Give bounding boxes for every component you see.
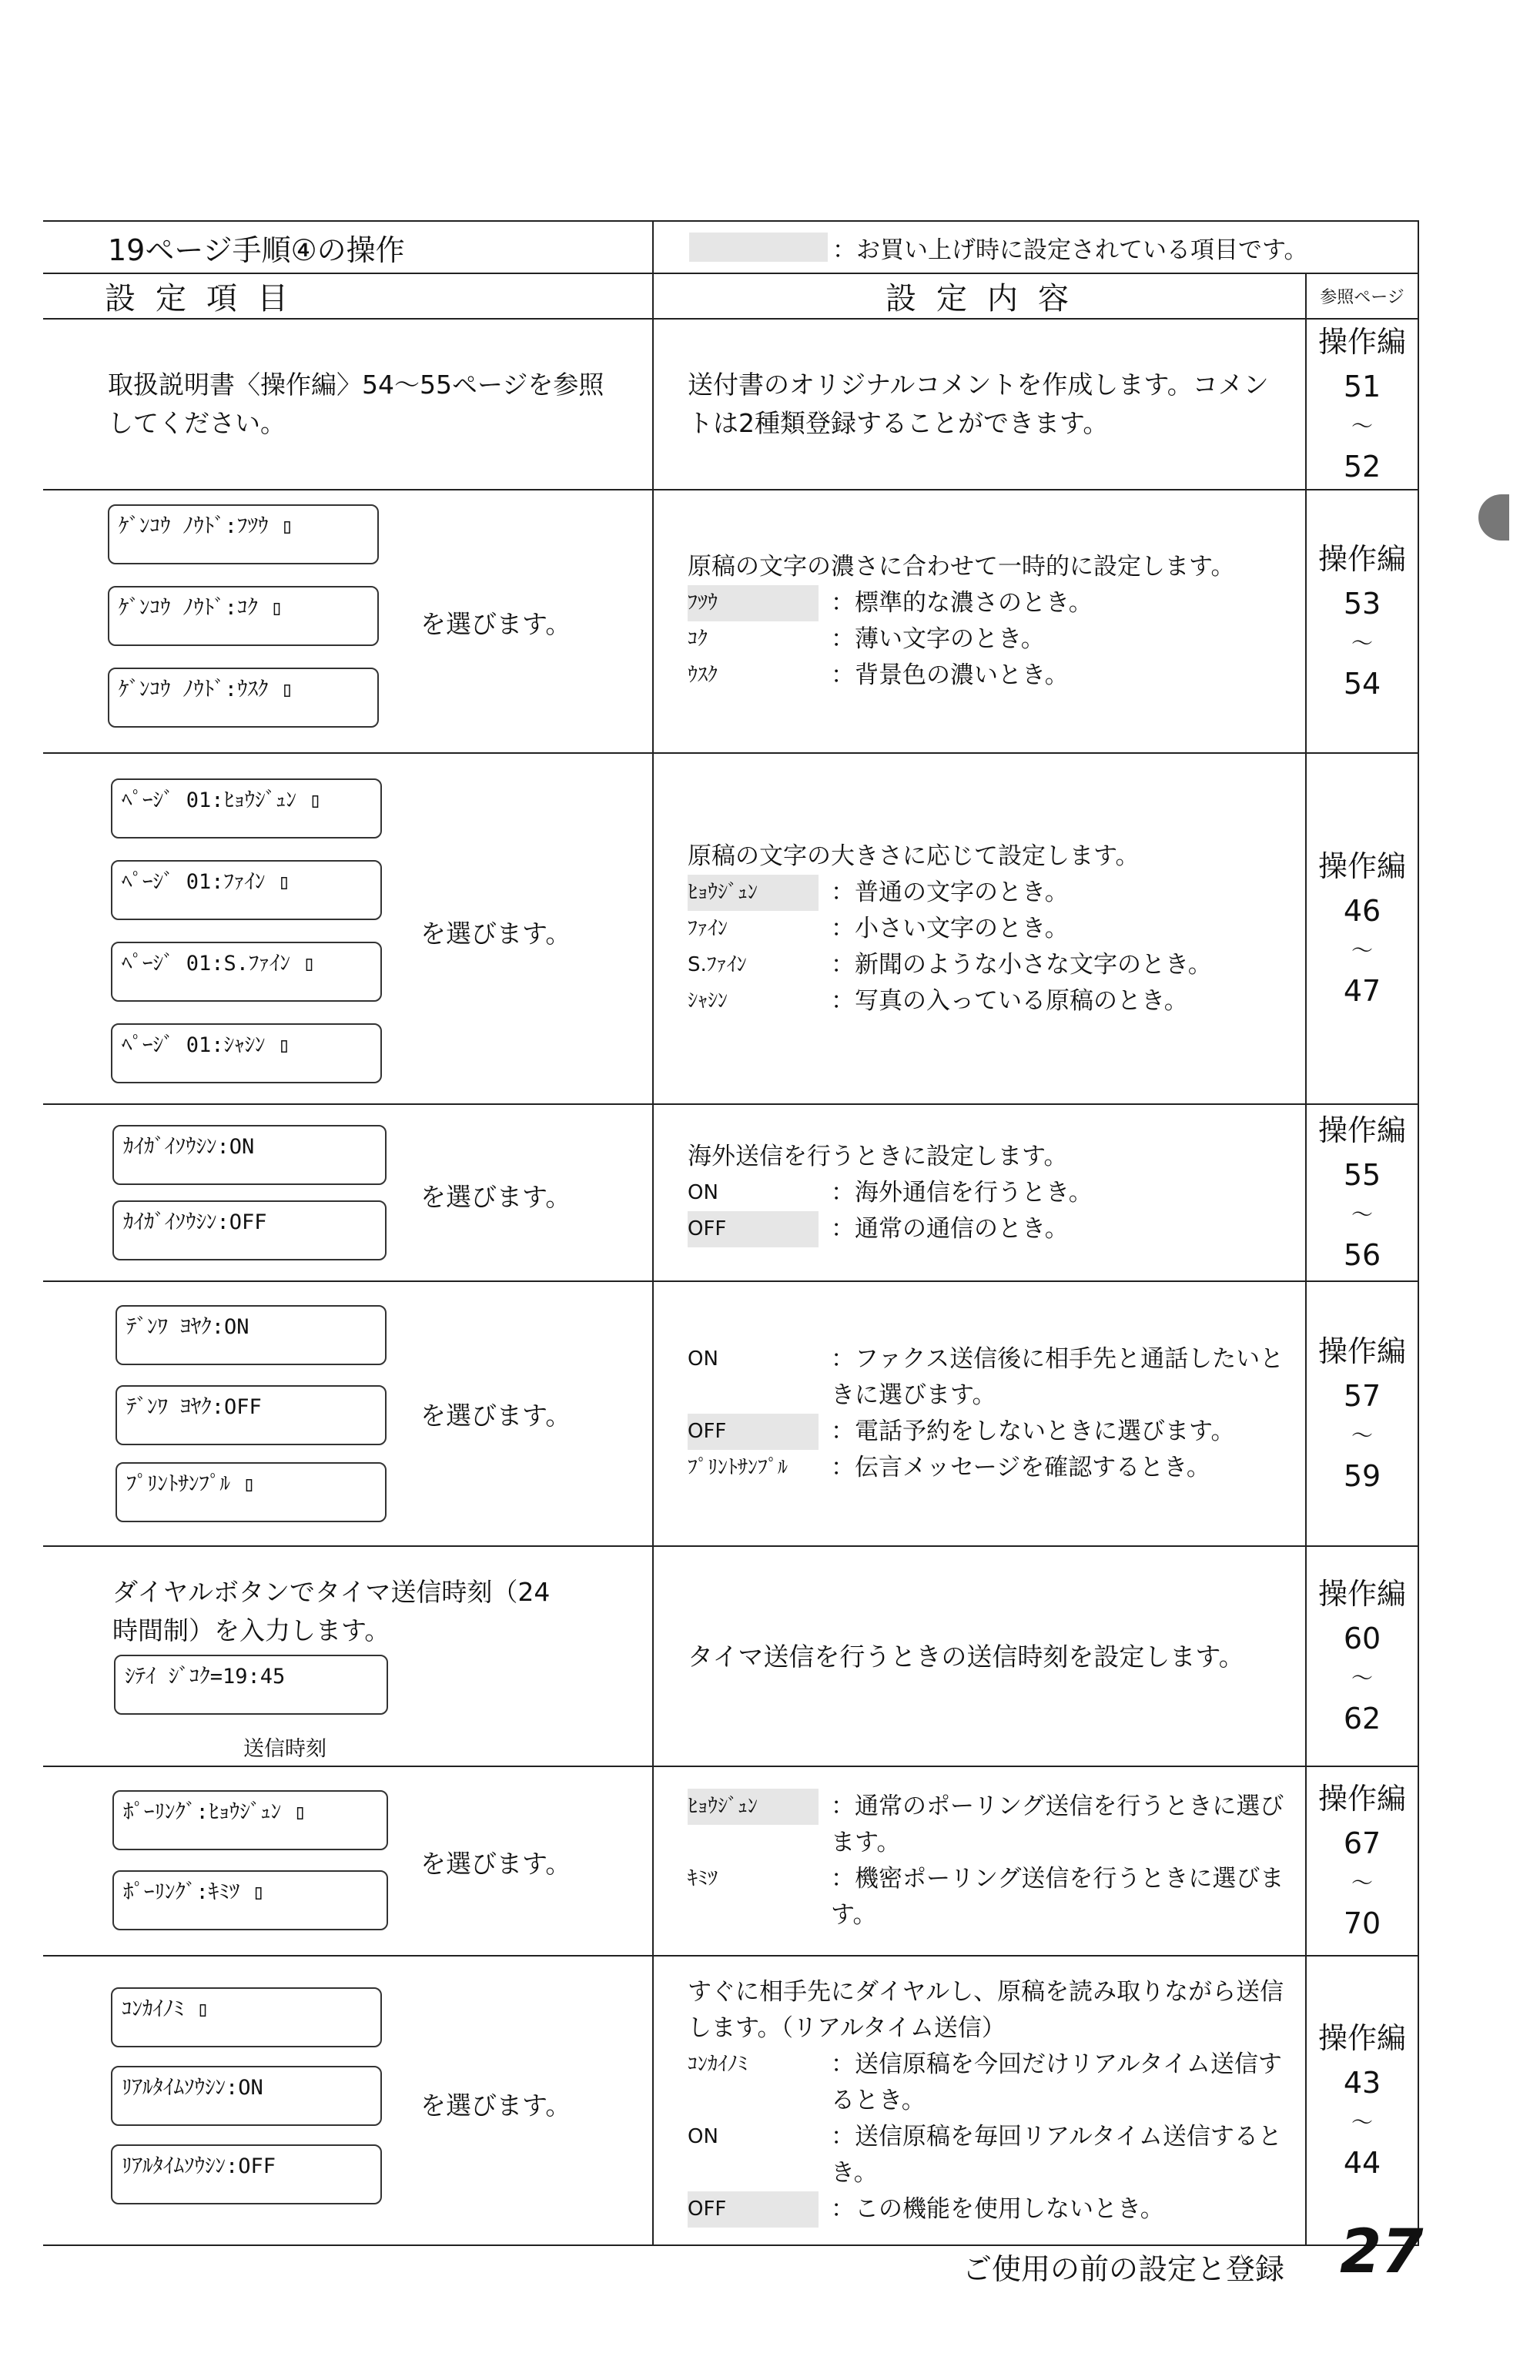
option-desc: ：普通の文字のとき。 xyxy=(831,878,1069,906)
ref-page-start: 51 xyxy=(1343,370,1381,403)
option-key: ｺﾝｶｲﾉﾐ xyxy=(688,2052,748,2076)
option-desc: ：電話予約をしないときに選びます。 xyxy=(831,1418,1235,1445)
ref-page-start: 67 xyxy=(1343,1826,1381,1860)
option-row xyxy=(688,1341,1287,1414)
ref-book: 操作編 xyxy=(1317,542,1406,576)
table-row xyxy=(43,1281,1418,1546)
lcd-caption: 送信時刻 xyxy=(243,1737,326,1761)
option-desc: ：新聞のような小さな文字のとき。 xyxy=(831,950,1212,979)
section-tab-marker xyxy=(1478,494,1509,541)
option-key: S.ﾌｧｲﾝ xyxy=(688,952,747,976)
lcd-display: ﾎﾟｰﾘﾝｸﾞ:ｷﾐﾂ ▯ xyxy=(112,1870,388,1930)
option-desc: ：送信原稿を今回だけリアルタイム送信するとき。 xyxy=(831,2050,1282,2114)
item-cell xyxy=(43,1766,653,1956)
ref-page-end: 54 xyxy=(1343,667,1381,701)
option-row xyxy=(688,875,1287,911)
option-key: ﾌｧｲﾝ xyxy=(688,916,728,940)
header-row xyxy=(43,273,1418,319)
ref-range-sep: ～ xyxy=(1351,1202,1373,1227)
option-row xyxy=(688,1450,1287,1486)
option-row xyxy=(688,1211,1287,1247)
option-desc: ：海外通信を行うとき。 xyxy=(831,1178,1093,1207)
option-desc: ：通常のポーリング送信を行うときに選びます。 xyxy=(831,1793,1284,1856)
content-cell xyxy=(653,1281,1306,1546)
column-header-item: 設定項目 xyxy=(43,273,653,319)
option-key: ｼｬｼﾝ xyxy=(688,989,728,1013)
page-title: 19ページ手順④の操作 xyxy=(43,221,653,273)
ref-page-end: 47 xyxy=(1343,974,1381,1008)
option-row xyxy=(688,1861,1287,1933)
column-header-content: 設定内容 xyxy=(653,273,1306,319)
lcd-display: ｹﾞﾝｺｳ ﾉｳﾄﾞ:ｳｽｸ ▯ xyxy=(108,668,379,728)
ref-range-sep: ～ xyxy=(1351,1423,1373,1448)
lcd-display: ﾍﾟｰｼﾞ 01:ﾋｮｳｼﾞｭﾝ ▯ xyxy=(111,778,382,839)
ref-cell xyxy=(1306,319,1418,490)
title-row xyxy=(43,221,1418,273)
content-cell xyxy=(653,1104,1306,1281)
ref-page-end: 59 xyxy=(1343,1459,1381,1493)
option-row xyxy=(688,658,1287,694)
option-key: ｷﾐﾂ xyxy=(688,1867,718,1890)
option-desc: ：送信原稿を毎回リアルタイム送信するとき。 xyxy=(831,2122,1282,2187)
ref-book: 操作編 xyxy=(1317,1577,1406,1611)
choose-label: を選びます。 xyxy=(420,919,571,949)
option-key: ﾌﾂｳ xyxy=(688,585,819,621)
option-key: ｺｸ xyxy=(688,628,708,651)
content-intro: 海外送信を行うときに設定します。 xyxy=(688,1142,1068,1170)
ref-cell xyxy=(1306,1104,1418,1281)
settings-table xyxy=(43,220,1419,2246)
content-text: タイマ送信を行うときの送信時刻を設定します。 xyxy=(688,1641,1244,1672)
option-desc: ：通常の通信のとき。 xyxy=(831,1214,1069,1243)
default-highlight-swatch xyxy=(689,233,828,262)
ref-book: 操作編 xyxy=(1317,1113,1406,1147)
ref-cell xyxy=(1306,753,1418,1104)
lcd-display: ｶｲｶﾞｲｿｳｼﾝ:ON xyxy=(112,1125,387,1185)
ref-page-start: 57 xyxy=(1343,1379,1381,1413)
lcd-display: ｶｲｶﾞｲｿｳｼﾝ:OFF xyxy=(112,1200,387,1260)
option-row xyxy=(688,1789,1287,1861)
lcd-display: ｼﾃｲ ｼﾞｺｸ=19:45 xyxy=(114,1655,388,1715)
table-row xyxy=(43,1766,1418,1956)
option-row xyxy=(688,585,1287,621)
table-row xyxy=(43,490,1418,753)
item-cell xyxy=(43,490,653,753)
content-cell xyxy=(653,1766,1306,1956)
choose-label: を選びます。 xyxy=(420,2090,571,2121)
item-cell xyxy=(43,1546,653,1766)
ref-cell xyxy=(1306,1546,1418,1766)
ref-page-start: 53 xyxy=(1343,587,1381,621)
lcd-display: ﾍﾟｰｼﾞ 01:S.ﾌｧｲﾝ ▯ xyxy=(111,942,382,1002)
lcd-display: ﾘｱﾙﾀｲﾑｿｳｼﾝ:OFF xyxy=(111,2144,382,2204)
option-desc: ：写真の入っている原稿のとき。 xyxy=(831,986,1188,1015)
option-row xyxy=(688,947,1287,983)
ref-range-sep: ～ xyxy=(1351,631,1373,656)
lcd-display: ﾍﾟｰｼﾞ 01:ﾌｧｲﾝ ▯ xyxy=(111,860,382,920)
ref-range-sep: ～ xyxy=(1351,413,1373,439)
content-intro: 原稿の文字の濃さに合わせて一時的に設定します。 xyxy=(688,553,1235,581)
item-cell xyxy=(43,1104,653,1281)
lcd-display: ﾃﾞﾝﾜ ﾖﾔｸ:OFF xyxy=(116,1385,387,1445)
content-cell xyxy=(653,490,1306,753)
table-row xyxy=(43,319,1418,490)
table-row xyxy=(43,1104,1418,1281)
footer-section-title: ご使用の前の設定と登録 xyxy=(962,2252,1285,2286)
item-text: 取扱説明書〈操作編〉54～55ページを参照してください。 xyxy=(108,370,604,438)
item-cell xyxy=(43,1281,653,1546)
choose-label: を選びます。 xyxy=(420,1182,571,1212)
option-key: OFF xyxy=(688,1211,819,1247)
ref-range-sep: ～ xyxy=(1351,1870,1373,1896)
option-row xyxy=(688,2191,1287,2228)
table-row xyxy=(43,1956,1418,2245)
ref-page-end: 70 xyxy=(1343,1906,1381,1940)
option-key: ｳｽｸ xyxy=(688,664,718,687)
ref-range-sep: ～ xyxy=(1351,2110,1373,2135)
option-row xyxy=(688,983,1287,1019)
legend xyxy=(653,221,1418,273)
option-row xyxy=(688,2119,1287,2191)
option-key: ﾋｮｳｼﾞｭﾝ xyxy=(688,1789,819,1825)
ref-page-start: 46 xyxy=(1343,894,1381,928)
content-cell xyxy=(653,1956,1306,2245)
option-key: ON xyxy=(688,1180,718,1204)
option-desc: ：この機能を使用しないとき。 xyxy=(831,2194,1164,2223)
option-key: ﾌﾟﾘﾝﾄｻﾝﾌﾟﾙ xyxy=(688,1456,788,1479)
lcd-display: ｺﾝｶｲﾉﾐ ▯ xyxy=(111,1987,382,2047)
option-desc: ：小さい文字のとき。 xyxy=(831,914,1069,942)
ref-book: 操作編 xyxy=(1317,1782,1406,1816)
option-key: ON xyxy=(688,2124,718,2148)
option-desc: ：標準的な濃さのとき。 xyxy=(831,589,1093,617)
option-row xyxy=(688,1175,1287,1211)
lcd-display: ｹﾞﾝｺｳ ﾉｳﾄﾞ:ﾌﾂｳ ▯ xyxy=(108,504,379,564)
option-row xyxy=(688,2047,1287,2119)
content-cell xyxy=(653,753,1306,1104)
ref-cell xyxy=(1306,1766,1418,1956)
item-text: ダイヤルボタンでタイマ送信時刻（24時間制）を入力します。 xyxy=(112,1577,551,1645)
option-desc: ：薄い文字のとき。 xyxy=(831,625,1045,653)
lcd-display: ｹﾞﾝｺｳ ﾉｳﾄﾞ:ｺｸ ▯ xyxy=(108,586,379,646)
content-intro: すぐに相手先にダイヤルし、原稿を読み取りながら送信します。（リアルタイム送信） xyxy=(688,1977,1284,2042)
ref-cell xyxy=(1306,490,1418,753)
ref-page-start: 60 xyxy=(1343,1622,1381,1655)
item-cell xyxy=(43,319,653,490)
option-desc: ：機密ポーリング送信を行うときに選びます。 xyxy=(831,1865,1284,1929)
ref-range-sep: ～ xyxy=(1351,938,1373,963)
option-desc: ：背景色の濃いとき。 xyxy=(831,661,1069,689)
option-row xyxy=(688,911,1287,947)
ref-page-start: 55 xyxy=(1343,1158,1381,1192)
item-cell xyxy=(43,753,653,1104)
column-header-ref: 参照ページ xyxy=(1306,273,1418,319)
option-desc: ：ファクス送信後に相手先と通話したいときに選びます。 xyxy=(831,1345,1284,1409)
choose-label: を選びます。 xyxy=(420,1849,571,1879)
item-cell xyxy=(43,1956,653,2245)
lcd-display: ﾘｱﾙﾀｲﾑｿｳｼﾝ:ON xyxy=(111,2066,382,2126)
ref-page-end: 62 xyxy=(1343,1702,1381,1736)
ref-book: 操作編 xyxy=(1317,2021,1406,2055)
choose-label: を選びます。 xyxy=(420,609,571,639)
ref-page-start: 43 xyxy=(1343,2066,1381,2100)
table-row xyxy=(43,1546,1418,1766)
choose-label: を選びます。 xyxy=(420,1401,571,1431)
ref-page-end: 52 xyxy=(1343,450,1381,484)
lcd-display: ﾍﾟｰｼﾞ 01:ｼｬｼﾝ ▯ xyxy=(111,1023,382,1083)
option-key: ON xyxy=(688,1347,718,1371)
lcd-display: ﾌﾟﾘﾝﾄｻﾝﾌﾟﾙ ▯ xyxy=(116,1462,387,1522)
page-number: 27 xyxy=(1340,2218,1424,2287)
ref-cell xyxy=(1306,1281,1418,1546)
table-row xyxy=(43,753,1418,1104)
lcd-display: ﾎﾟｰﾘﾝｸﾞ:ﾋｮｳｼﾞｭﾝ ▯ xyxy=(112,1790,388,1850)
ref-page-end: 44 xyxy=(1343,2146,1381,2180)
ref-book: 操作編 xyxy=(1317,849,1406,883)
option-row xyxy=(688,621,1287,658)
content-intro: 原稿の文字の大きさに応じて設定します。 xyxy=(688,842,1140,870)
ref-book: 操作編 xyxy=(1317,325,1406,359)
lcd-display: ﾃﾞﾝﾜ ﾖﾔｸ:ON xyxy=(116,1305,387,1365)
option-key: OFF xyxy=(688,2191,819,2228)
ref-cell xyxy=(1306,1956,1418,2245)
option-desc: ：伝言メッセージを確認するとき。 xyxy=(831,1454,1210,1481)
legend-text: ：お買い上げ時に設定されている項目です。 xyxy=(832,236,1308,264)
option-key: ﾋｮｳｼﾞｭﾝ xyxy=(688,875,819,911)
option-row xyxy=(688,1414,1287,1450)
option-key: OFF xyxy=(688,1414,819,1450)
ref-book: 操作編 xyxy=(1317,1334,1406,1368)
content-cell xyxy=(653,1546,1306,1766)
ref-page-end: 56 xyxy=(1343,1238,1381,1272)
content-text: 送付書のオリジナルコメントを作成します。コメントは2種類登録することができます。 xyxy=(688,370,1269,438)
ref-range-sep: ～ xyxy=(1351,1665,1373,1691)
content-cell xyxy=(653,319,1306,490)
